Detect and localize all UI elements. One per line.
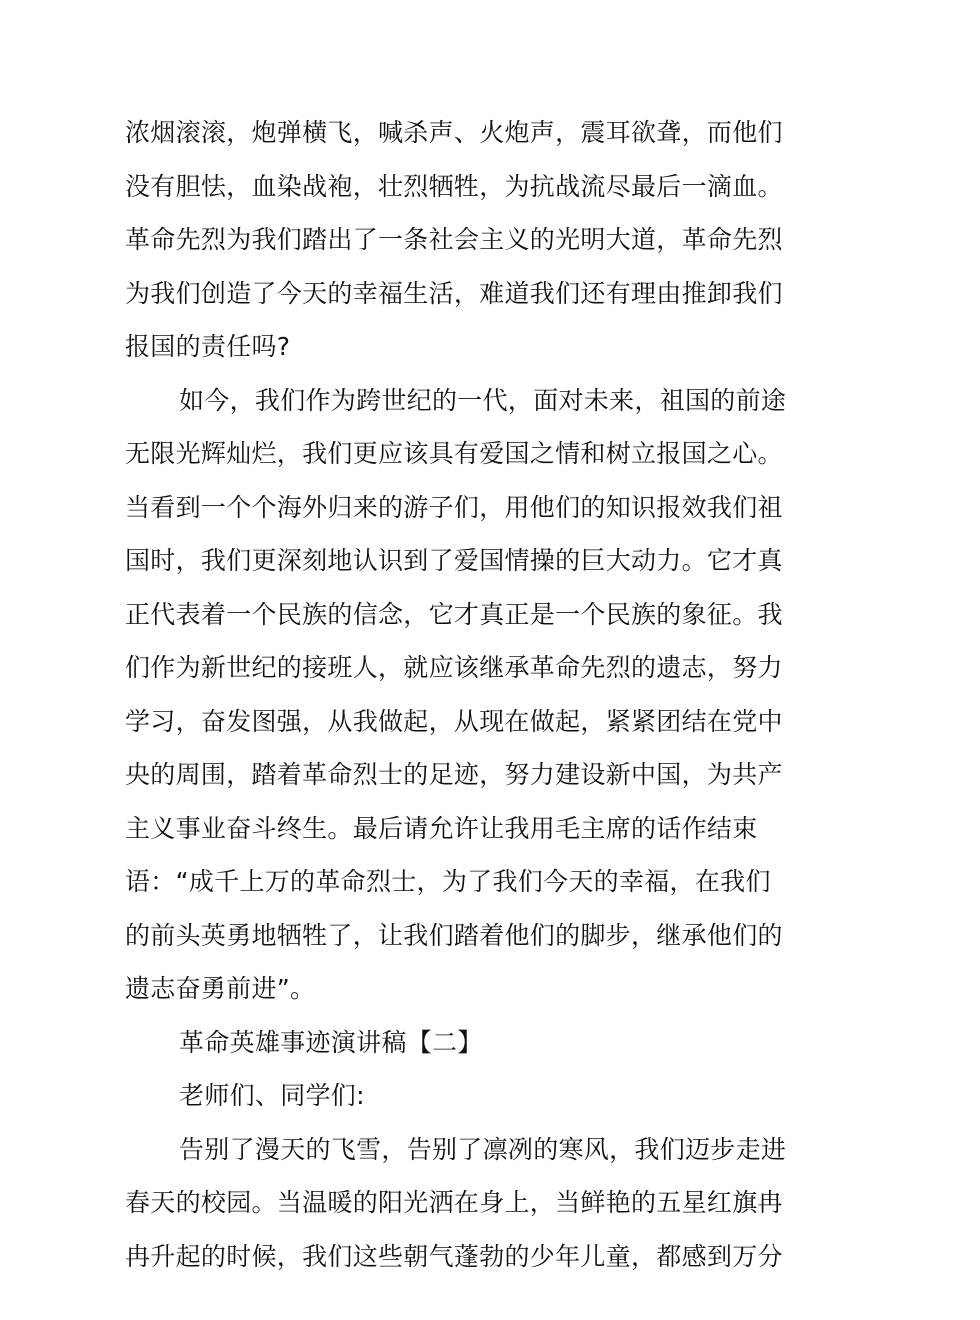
- text-line: 国时，我们更深刻地认识到了爱国情操的巨大动力。它才真: [125, 546, 783, 575]
- text-line: 们作为新世纪的接班人，就应该继承革命先烈的遗志，努力: [125, 653, 783, 682]
- text-line: 无限光辉灿烂，我们更应该具有爱国之情和树立报国之心。: [125, 439, 783, 468]
- text-line: 正代表着一个民族的信念，它才真正是一个民族的象征。我: [125, 599, 783, 629]
- text-line: 革命先烈为我们踏出了一条社会主义的光明大道，革命先烈: [125, 225, 783, 254]
- document-body: [125, 106, 845, 1283]
- text-line: 当看到一个个海外归来的游子们，用他们的知识报效我们祖: [125, 492, 783, 522]
- text-line: 遗志奋勇前进”。: [125, 974, 316, 1003]
- text-line: 告别了漫天的飞雪，告别了凛冽的寒风，我们迈步走进: [179, 1134, 787, 1164]
- salutation: 老师们、同学们:: [179, 1081, 365, 1110]
- text-line: 为我们创造了今天的幸福生活，难道我们还有理由推卸我们: [125, 278, 783, 308]
- text-line: 主义事业奋斗终生。最后请允许让我用毛主席的话作结束: [125, 813, 758, 843]
- text-line: 语：“成千上万的革命烈士，为了我们今天的幸福，在我们: [125, 867, 771, 896]
- text-line: 如今，我们作为跨世纪的一代，面对未来，祖国的前途: [179, 385, 787, 415]
- section-heading: 革命英雄事迹演讲稿【二】: [179, 1027, 483, 1057]
- text-line: 报国的责任吗?: [125, 332, 291, 361]
- text-line: 的前头英勇地牺牲了，让我们踏着他们的脚步，继承他们的: [125, 920, 783, 950]
- text-line: 春天的校园。当温暖的阳光洒在身上，当鲜艳的五星红旗冉: [125, 1188, 783, 1217]
- text-line: 浓烟滚滚，炮弹横飞，喊杀声、火炮声，震耳欲聋，而他们: [125, 118, 783, 147]
- text-line: 学习，奋发图强，从我做起，从现在做起，紧紧团结在党中: [125, 706, 783, 736]
- text-line: 没有胆怯，血染战袍，壮烈牺牲，为抗战流尽最后一滴血。: [125, 171, 783, 201]
- text-line: 央的周围，踏着革命烈士的足迹，努力建设新中国，为共产: [125, 760, 783, 789]
- text-line: 冉升起的时候，我们这些朝气蓬勃的少年儿童，都感到万分: [125, 1241, 783, 1271]
